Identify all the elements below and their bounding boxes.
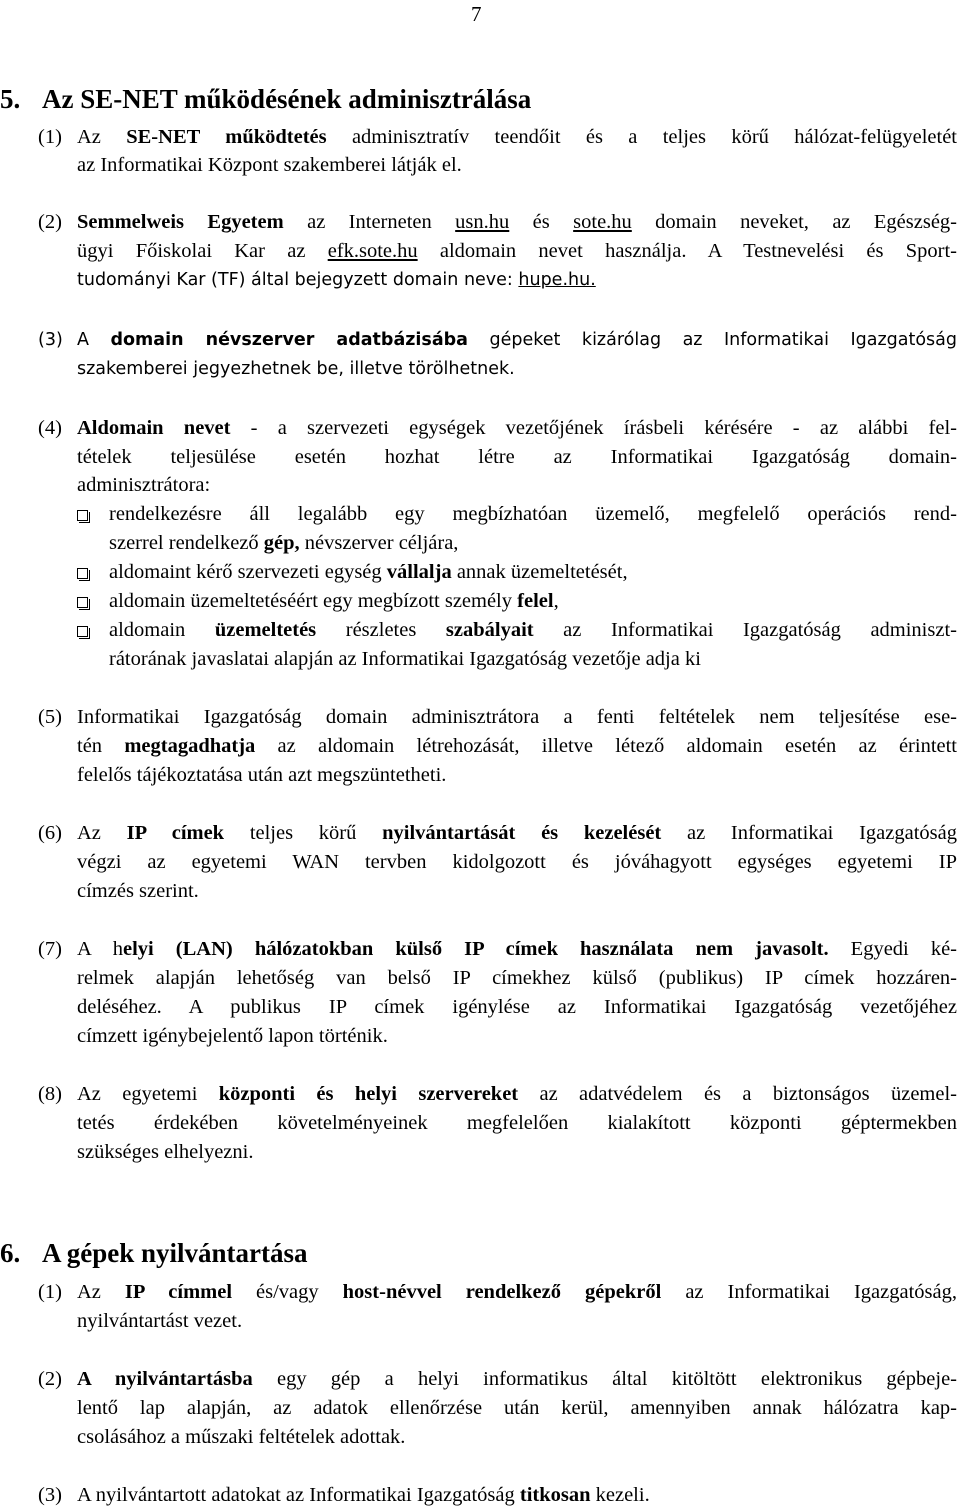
bullet-4-line-2: rátorának javaslatai alapján az Informatikai Igazgatóság vezetője adja ki xyxy=(109,648,701,670)
checkbox-bullet-icon xyxy=(77,597,88,608)
para-label: (6) xyxy=(38,822,62,844)
section-5-title: Az SE-NET működésének adminisztrálása xyxy=(42,84,532,114)
para-label: (5) xyxy=(38,706,62,728)
checkbox-bullet-icon xyxy=(77,568,88,579)
para-5-7-line-3: deléséhez. A publikus IP címek igénylése az Informatikai Igazgatóság vezetőjéhez xyxy=(77,996,957,1018)
para-label: (2) xyxy=(38,211,62,233)
para-5-7-line-2: relmek alapján lehetőség van belső IP címekhez külső (publikus) IP címek hozzáren- xyxy=(77,967,957,989)
para-5-7-line-4: címzett igénybejelentő lapon történik. xyxy=(77,1025,388,1047)
para-5-8-line-1: (8) Az egyetemi központi és helyi szervereket az adatvédelem és a biztonságos üzemel- xyxy=(38,1083,957,1105)
checkbox-bullet-icon xyxy=(77,510,88,521)
para-5-4-line-2: tételek teljesülése esetén hozhat létre az Informatikai Igazgatóság domain- xyxy=(77,446,957,468)
para-5-1-line-1: (1) Az SE-NET működtetés adminisztratív teendőit és a teljes körű hálózat-felügyeletét xyxy=(38,126,957,148)
para-5-8-line-2: tetés érdekében követelményeinek megfelelően kialakított központi géptermekben xyxy=(77,1112,957,1134)
para-label: (7) xyxy=(38,938,62,960)
para-6-2-line-3: csolásához a műszaki feltételek adottak. xyxy=(77,1426,406,1448)
section-6-title: A gépek nyilvántartása xyxy=(42,1238,308,1268)
bullet-1-line-1: rendelkezésre áll legalább egy megbízhatóan üzemelő, megfelelő operációs rend- xyxy=(109,503,957,525)
para-5-3-line-1: (3) A domain névszerver adatbázisába gépeket kizárólag az Informatikai Igazgatóság xyxy=(38,330,957,350)
link-usn-hu[interactable]: usn.hu xyxy=(455,211,510,233)
para-5-5-line-1: (5) Informatikai Igazgatóság domain adminisztrátora a fenti feltételek nem teljesítése ese- xyxy=(38,706,957,728)
section-6-heading xyxy=(0,1238,308,1269)
para-5-2-line-1: (2) Semmelweis Egyetem az Interneten usn.hu és sote.hu domain neveket, az Egészség- xyxy=(38,211,958,233)
para-6-1-line-2: nyilvántartást vezet. xyxy=(77,1310,243,1332)
section-5-number: 5. xyxy=(0,84,21,114)
para-5-4-line-1: (4) Aldomain nevet - a szervezeti egységek vezetőjének írásbeli kérésére - az alábbi fel- xyxy=(38,417,958,439)
para-5-2-line-2: ügyi Főiskolai Kar az efk.sote.hu aldomain nevet használja. A Testnevelési és Sport- xyxy=(77,240,957,262)
bullet-3: aldomain üzemeltetéséért egy megbízott személy felel, xyxy=(109,590,559,612)
section-5-heading xyxy=(0,84,531,115)
bullet-2: aldomaint kérő szervezeti egység vállalja annak üzemeltetését, xyxy=(109,561,628,583)
para-6-1-line-1: (1) Az IP címmel és/vagy host-névvel rendelkező gépekről az Informatikai Igazgatóság, xyxy=(38,1281,957,1303)
para-5-6-line-2: végzi az egyetemi WAN tervben kidolgozott és jóváhagyott egységes egyetemi IP xyxy=(77,851,957,873)
para-5-3-line-2: szakemberei jegyezhetnek be, illetve törölhetnek. xyxy=(77,359,515,379)
link-hupe-hu[interactable]: hupe.hu. xyxy=(518,270,596,290)
para-5-5-line-2: tén megtagadhatja az aldomain létrehozását, illetve létező aldomain esetén az érintett xyxy=(77,735,958,757)
para-5-2-line-3: tudományi Kar (TF) által bejegyzett domain neve: hupe.hu. xyxy=(77,270,596,290)
para-5-5-line-3: felelős tájékoztatása után azt megszüntetheti. xyxy=(77,764,447,786)
para-label: (4) xyxy=(38,417,62,439)
para-5-4-line-3: adminisztrátora: xyxy=(77,474,211,496)
para-label: (1) xyxy=(38,1281,62,1303)
bullet-1-line-2: szerrel rendelkező gép, névszerver céljára, xyxy=(109,532,459,554)
para-5-8-line-3: szükséges elhelyezni. xyxy=(77,1141,254,1163)
link-efk-sote-hu[interactable]: efk.sote.hu xyxy=(327,240,418,262)
para-5-1-line-2: az Informatikai Központ szakemberei látják el. xyxy=(77,154,462,176)
para-5-6-line-3: címzés szerint. xyxy=(77,880,199,902)
para-label: (2) xyxy=(38,1368,62,1390)
para-5-6-line-1: (6) Az IP címek teljes körű nyilvántartását és kezelését az Informatikai Igazgatóság xyxy=(38,822,957,844)
para-label: (3) xyxy=(38,330,63,350)
para-label: (8) xyxy=(38,1083,62,1105)
link-sote-hu[interactable]: sote.hu xyxy=(573,211,632,233)
bullet-4-line-1: aldomain üzemeltetés részletes szabályait az Informatikai Igazgatóság adminiszt- xyxy=(109,619,957,641)
section-6-number: 6. xyxy=(0,1238,21,1268)
para-6-3-line-1: (3) A nyilvántartott adatokat az Informatikai Igazgatóság titkosan kezeli. xyxy=(38,1484,650,1506)
para-label: (1) xyxy=(38,126,62,148)
para-6-2-line-1: (2) A nyilvántartásba egy gép a helyi informatikus által kitöltött elektronikus gépbeje- xyxy=(38,1368,957,1390)
para-label: (3) xyxy=(38,1484,62,1506)
checkbox-bullet-icon xyxy=(77,626,88,637)
para-6-2-line-2: lentő lap alapján, az adatok ellenőrzése után kerül, amennyiben annak hálózatra kap- xyxy=(77,1397,957,1419)
para-5-7-line-1: (7) A helyi (LAN) hálózatokban külső IP címek használata nem javasolt. Egyedi ké- xyxy=(38,938,957,960)
page-number: 7 xyxy=(471,2,482,26)
